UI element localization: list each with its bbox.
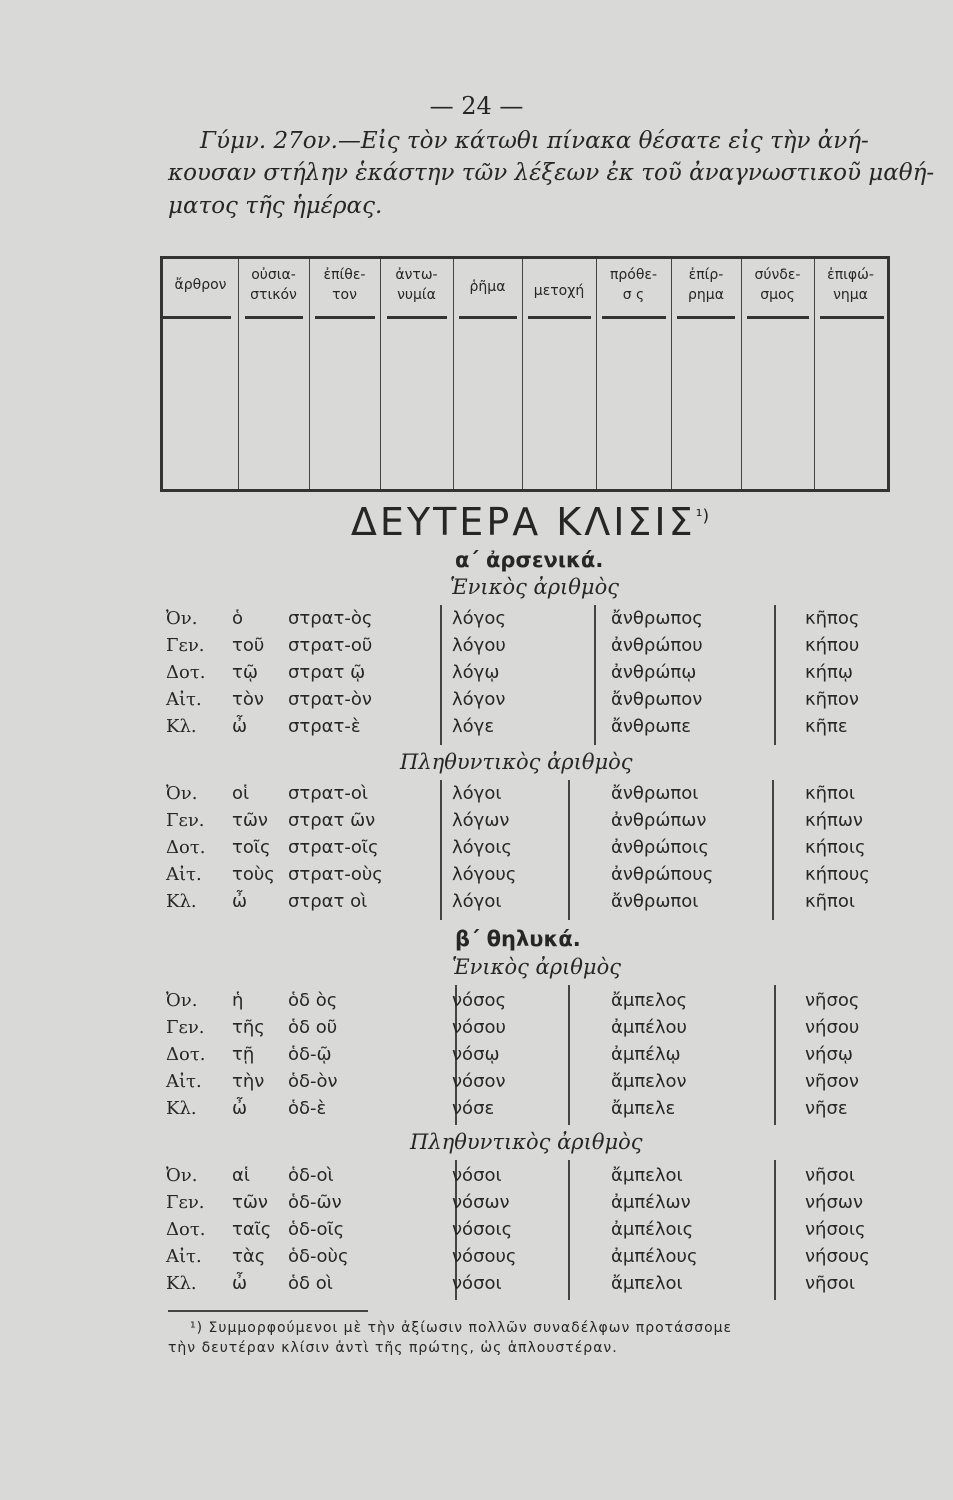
word-col-3: νήσῳ: [805, 1044, 853, 1065]
grid-header-prothesis: πρόθε- σ ς: [609, 267, 658, 303]
grid-header-rule: [602, 316, 666, 319]
word-col-3: κῆποι: [805, 783, 855, 804]
grid-header-antonymia: ἀντω- νυμία: [395, 267, 438, 303]
column-rule: [568, 985, 570, 1125]
case-label: Δοτ.: [166, 662, 206, 683]
word-col-3: κῆπε: [805, 716, 848, 737]
grid-header-rima: ῥῆμα: [469, 279, 506, 295]
column-rule: [594, 605, 596, 745]
word-col-2: ἀμπέλοις: [611, 1219, 694, 1240]
stem-word: στρατ-οῦ: [288, 635, 373, 656]
word-col-1: λόγοι: [452, 891, 502, 912]
article: τοῦ: [232, 635, 265, 656]
case-label: Ὀν.: [166, 1165, 198, 1186]
stem-word: στρατ-ὲ: [288, 716, 361, 737]
article: αἱ: [232, 1165, 250, 1186]
feminine-heading: β΄ θηλυκά.: [455, 927, 581, 951]
stem-word: στρατ-ὸς: [288, 608, 373, 629]
stem-word: στρατ-οὶ: [288, 783, 368, 804]
feminine-singular-label: Ἑνικὸς ἀριθμὸς: [452, 955, 621, 979]
exercise-line-3: ματος τῆς ἡμέρας.: [168, 193, 383, 219]
stem-word: ὁδ ὸς: [288, 990, 338, 1011]
word-col-1: λόγος: [452, 608, 506, 629]
case-label: Κλ.: [166, 891, 197, 912]
stem-word: ὁδ-ὲ: [288, 1098, 327, 1119]
grid-header-rule: [820, 316, 884, 319]
column-rule: [440, 605, 442, 745]
case-label: Γεν.: [166, 810, 205, 831]
case-label: Κλ.: [166, 1098, 197, 1119]
grid-header-ousiastikon: οὐσια- στικόν: [250, 267, 297, 303]
stem-word: ὁδ οὶ: [288, 1273, 333, 1294]
word-col-3: νῆσε: [805, 1098, 848, 1119]
word-col-3: κήπῳ: [805, 662, 853, 683]
article: οἱ: [232, 783, 250, 804]
word-col-1: νόσοις: [452, 1219, 513, 1240]
footnote-line-2: τὴν δευτέραν κλίσιν ἀντὶ τῆς πρώτης, ὡς ἁπλουστέραν.: [168, 1340, 618, 1356]
case-label: Γεν.: [166, 635, 205, 656]
grid-header-rule: [387, 316, 447, 319]
stem-word: στρατ-οὺς: [288, 864, 383, 885]
article: τὰς: [232, 1246, 266, 1267]
word-col-3: κῆπον: [805, 689, 859, 710]
word-col-2: ἀνθρώπους: [611, 864, 714, 885]
grid-header-rule: [677, 316, 735, 319]
grid-header-rule: [747, 316, 809, 319]
word-col-1: λόγῳ: [452, 662, 500, 683]
word-col-3: κῆποι: [805, 891, 855, 912]
word-col-3: νήσοις: [805, 1219, 866, 1240]
case-label: Ὀν.: [166, 608, 198, 629]
case-label: Αἰτ.: [166, 1246, 202, 1267]
grid-header-arthron: ἄρθρον: [174, 277, 227, 293]
grid-header-epitheton: ἐπίθε- τον: [323, 267, 366, 303]
case-label: Γεν.: [166, 1017, 205, 1038]
article: ἡ: [232, 990, 244, 1011]
exercise-line-2: κουσαν στήλην ἑκάστην τῶν λέξεων ἐκ τοῦ ἀναγνωστικοῦ μαθή-: [168, 160, 935, 186]
word-col-1: νόσοι: [452, 1165, 502, 1186]
case-label: Αἰτ.: [166, 689, 202, 710]
grid-header-rule: [245, 316, 303, 319]
article: ὦ: [232, 1273, 248, 1294]
word-col-1: νόσους: [452, 1246, 517, 1267]
word-col-1: νόσῳ: [452, 1044, 500, 1065]
word-col-1: νόσον: [452, 1071, 506, 1092]
word-col-3: κήπους: [805, 864, 870, 885]
article: τὴν: [232, 1071, 265, 1092]
word-col-3: νήσων: [805, 1192, 863, 1213]
column-rule: [774, 1160, 776, 1300]
word-col-3: κῆπος: [805, 608, 860, 629]
grid-header-rule: [315, 316, 375, 319]
word-col-1: λόγους: [452, 864, 517, 885]
word-col-3: κήπων: [805, 810, 863, 831]
grid-header-rule: [528, 316, 591, 319]
section-title: ΔΕΥΤΕΡΑ $K\Lambda I\Sigma I\Sigma^{^1)}$: [350, 500, 710, 544]
article: τῇ: [232, 1044, 255, 1065]
masculine-heading: α΄ ἀρσενικά.: [455, 548, 604, 572]
exercise-grid: [160, 256, 890, 492]
word-col-1: λόγοις: [452, 837, 512, 858]
stem-word: στρατ οὶ: [288, 891, 368, 912]
word-col-3: νήσου: [805, 1017, 860, 1038]
word-col-3: κήπου: [805, 635, 860, 656]
word-col-2: ἀνθρώπων: [611, 810, 707, 831]
word-col-2: ἀμπέλου: [611, 1017, 687, 1038]
masculine-singular-label: Ἑνικὸς ἀριθμὸς: [450, 575, 619, 599]
word-col-1: νόσων: [452, 1192, 510, 1213]
stem-word: στρατ-ὸν: [288, 689, 372, 710]
case-label: Κλ.: [166, 716, 197, 737]
grid-header-metochi: μετοχή: [533, 283, 585, 299]
column-rule: [774, 605, 776, 745]
stem-word: ὁδ οῦ: [288, 1017, 338, 1038]
article: τῶν: [232, 1192, 268, 1213]
word-col-1: λόγου: [452, 635, 506, 656]
stem-word: ὁδ-ῷ: [288, 1044, 332, 1065]
word-col-2: ἄνθρωποι: [611, 783, 699, 804]
word-col-2: ἀνθρώπῳ: [611, 662, 697, 683]
column-rule: [774, 985, 776, 1125]
stem-word: στρατ ῷ: [288, 662, 366, 683]
word-col-2: ἀνθρώποις: [611, 837, 709, 858]
article: τῆς: [232, 1017, 265, 1038]
masculine-plural-label: Πληθυντικὸς ἀριθμὸς: [400, 750, 633, 774]
word-col-2: ἀμπέλων: [611, 1192, 691, 1213]
word-col-1: νόσε: [452, 1098, 495, 1119]
exercise-line-1: Γύμν. 27ον.—Εἰς τὸν κάτωθι πίνακα θέσατε εἰς τὴν ἀνή-: [200, 128, 869, 154]
stem-word: ὁδ-ὸν: [288, 1071, 338, 1092]
article: ὦ: [232, 716, 248, 737]
case-label: Γεν.: [166, 1192, 205, 1213]
article: ὁ: [232, 608, 244, 629]
column-rule: [772, 780, 774, 920]
word-col-2: ἄμπελε: [611, 1098, 676, 1119]
grid-header-rule: [163, 316, 231, 319]
word-col-2: ἄνθρωπε: [611, 716, 691, 737]
grid-header-syndesmos: σύνδε- σμος: [754, 267, 801, 303]
article: τῶν: [232, 810, 268, 831]
column-rule: [440, 780, 442, 920]
word-col-3: νῆσον: [805, 1071, 859, 1092]
page-number: — 24 —: [429, 92, 524, 120]
case-label: Ὀν.: [166, 990, 198, 1011]
article: τοὺς: [232, 864, 275, 885]
article: τὸν: [232, 689, 264, 710]
stem-word: ὁδ-ῶν: [288, 1192, 342, 1213]
article: τοῖς: [232, 837, 271, 858]
word-col-1: λόγε: [452, 716, 495, 737]
article: ὦ: [232, 1098, 248, 1119]
word-col-1: νόσου: [452, 1017, 506, 1038]
word-col-2: ἀμπέλῳ: [611, 1044, 681, 1065]
word-col-2: ἄνθρωπον: [611, 689, 703, 710]
word-col-1: νόσοι: [452, 1273, 502, 1294]
word-col-2: ἀνθρώπου: [611, 635, 703, 656]
article: ταῖς: [232, 1219, 272, 1240]
word-col-2: ἄμπελον: [611, 1071, 687, 1092]
case-label: Δοτ.: [166, 837, 206, 858]
footnote-rule: [168, 1310, 368, 1312]
word-col-2: ἄνθρωπος: [611, 608, 703, 629]
case-label: Αἰτ.: [166, 1071, 202, 1092]
stem-word: στρατ-οῖς: [288, 837, 379, 858]
word-col-3: κήποις: [805, 837, 866, 858]
word-col-2: ἄνθρωποι: [611, 891, 699, 912]
case-label: Ὀν.: [166, 783, 198, 804]
word-col-1: λόγων: [452, 810, 510, 831]
case-label: Αἰτ.: [166, 864, 202, 885]
case-label: Κλ.: [166, 1273, 197, 1294]
word-col-3: νῆσος: [805, 990, 860, 1011]
article: ὦ: [232, 891, 248, 912]
grid-header-epifonima: ἐπιφώ- νημα: [827, 267, 874, 303]
column-rule: [568, 780, 570, 920]
word-col-2: ἄμπελος: [611, 990, 688, 1011]
stem-word: στρατ ῶν: [288, 810, 376, 831]
stem-word: ὁδ-οὶ: [288, 1165, 334, 1186]
stem-word: ὁδ-οῖς: [288, 1219, 345, 1240]
word-col-3: νῆσοι: [805, 1273, 855, 1294]
stem-word: ὁδ-οὺς: [288, 1246, 349, 1267]
word-col-1: νόσος: [452, 990, 507, 1011]
word-col-2: ἀμπέλους: [611, 1246, 698, 1267]
word-col-1: λόγοι: [452, 783, 502, 804]
article: τῷ: [232, 662, 258, 683]
grid-header-rule: [459, 316, 517, 319]
word-col-1: λόγον: [452, 689, 506, 710]
word-col-2: ἄμπελοι: [611, 1165, 683, 1186]
grid-header-epirrima: ἐπίρ- ρημα: [688, 267, 724, 303]
case-label: Δοτ.: [166, 1219, 206, 1240]
feminine-plural-label: Πληθυντικὸς ἀριθμὸς: [410, 1130, 643, 1154]
footnote-line-1: ¹) Συμμορφούμενοι μὲ τὴν ἀξίωσιν πολλῶν συναδέλφων προτάσσομε: [190, 1320, 733, 1336]
case-label: Δοτ.: [166, 1044, 206, 1065]
word-col-2: ἄμπελοι: [611, 1273, 683, 1294]
word-col-3: νῆσοι: [805, 1165, 855, 1186]
column-rule: [568, 1160, 570, 1300]
word-col-3: νήσους: [805, 1246, 870, 1267]
